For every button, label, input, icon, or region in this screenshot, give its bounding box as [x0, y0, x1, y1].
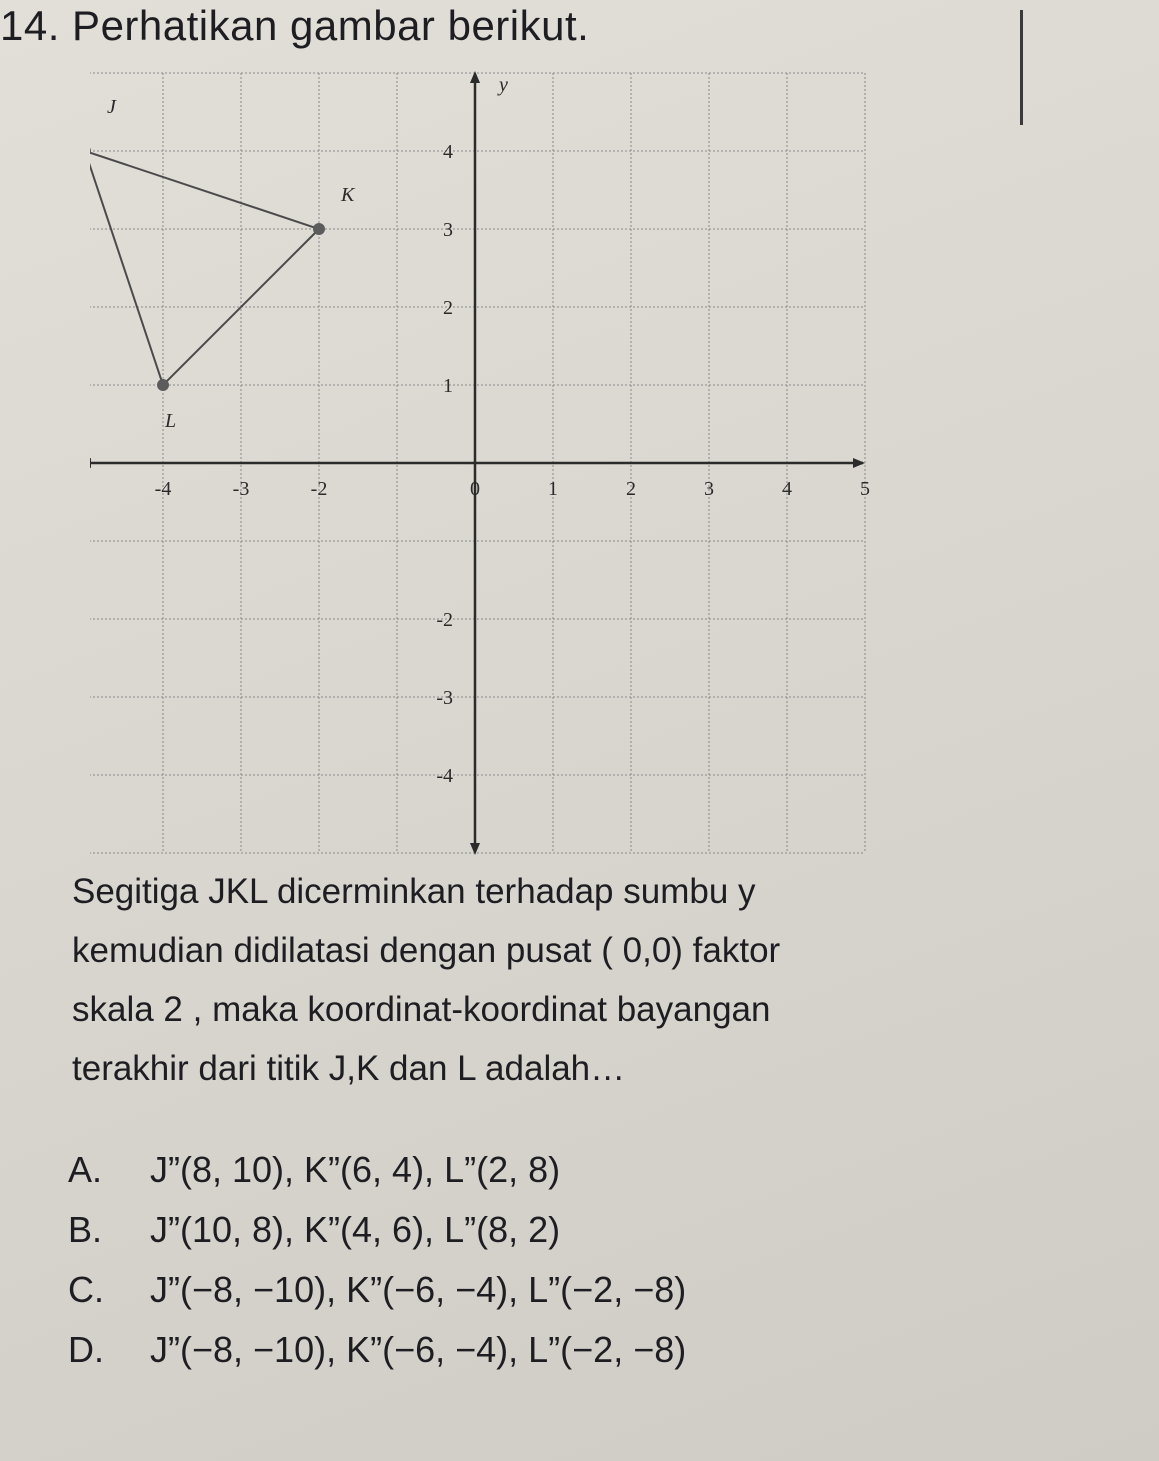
x-tick-label: 4 [782, 478, 792, 500]
vertex-j [90, 145, 91, 157]
option-letter: C. [68, 1269, 104, 1310]
option-text: J”(−8, −10), K”(−6, −4), L”(−2, −8) [150, 1269, 687, 1310]
y-tick-label: -2 [436, 609, 453, 631]
answer-options [68, 1140, 1068, 1380]
option-text: J”(−8, −10), K”(−6, −4), L”(−2, −8) [150, 1329, 687, 1370]
x-axis-arrow-left [90, 458, 91, 468]
vertex-l [157, 379, 169, 391]
x-tick-label: 2 [626, 478, 636, 500]
vertex-k [313, 223, 325, 235]
option-b[interactable] [68, 1200, 1068, 1260]
question-line: skala 2 , maka koordinat-koordinat bayangan [72, 990, 771, 1029]
x-axis-arrow-right [853, 458, 865, 468]
y-tick-label: -3 [436, 687, 453, 709]
x-tick-label: 5 [860, 478, 870, 500]
y-tick-label: -4 [436, 765, 453, 787]
vertex-label-l: L [165, 410, 177, 432]
question-line: kemudian didilatasi dengan pusat ( 0,0) faktor [72, 931, 781, 970]
option-letter: A. [68, 1149, 103, 1190]
x-tick-label: 1 [548, 478, 558, 500]
option-d[interactable] [68, 1320, 1068, 1380]
option-text: J”(8, 10), K”(6, 4), L”(2, 8) [150, 1149, 561, 1190]
vertex-label-k: K [341, 184, 355, 206]
option-letter: B. [68, 1209, 103, 1250]
y-axis-label: y [499, 74, 508, 96]
x-tick-label: -2 [310, 478, 328, 500]
x-tick-label: -3 [232, 478, 250, 500]
coordinate-plane-svg [90, 50, 870, 860]
option-letter: D. [68, 1329, 104, 1370]
x-tick-label: -4 [154, 478, 172, 500]
vertex-label-j: J [107, 96, 116, 118]
question-line: terakhir dari titik J,K dan L adalah… [72, 1049, 626, 1088]
y-tick-label: 2 [443, 297, 453, 319]
y-tick-label: 4 [443, 141, 453, 163]
option-a[interactable] [68, 1140, 1068, 1200]
margin-line [1020, 10, 1023, 125]
option-text: J”(10, 8), K”(4, 6), L”(8, 2) [150, 1209, 561, 1250]
option-c[interactable] [68, 1260, 1068, 1320]
coordinate-graph [90, 50, 870, 860]
triangle-jkl [90, 151, 319, 385]
x-tick-label: 0 [470, 478, 480, 500]
x-tick-label: 3 [704, 478, 714, 500]
question-title: 14. Perhatikan gambar berikut. [0, 2, 590, 49]
question-text [72, 862, 1132, 1098]
y-tick-label: 1 [443, 375, 453, 397]
question-line: Segitiga JKL dicerminkan terhadap sumbu y [72, 872, 756, 911]
y-tick-label: 3 [443, 219, 453, 241]
